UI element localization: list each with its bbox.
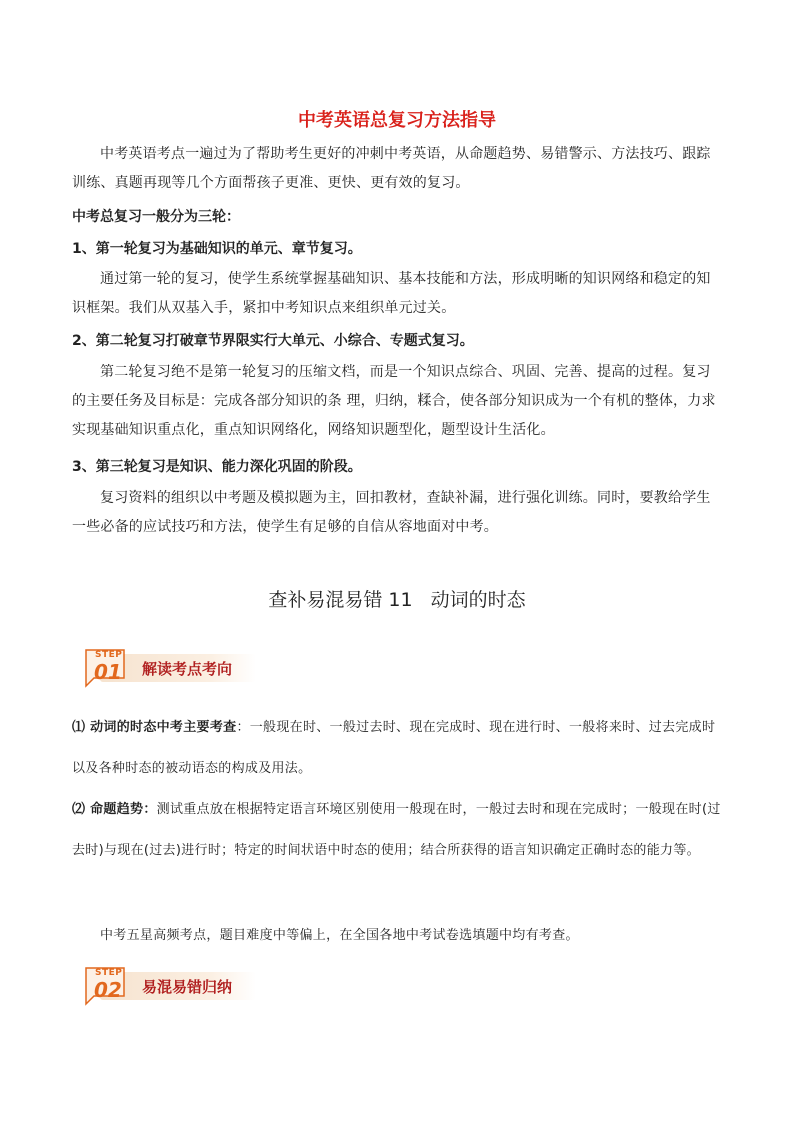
step-number: 02: [94, 978, 122, 1002]
round1-heading: 1、第一轮复习为基础知识的单元、章节复习。: [72, 241, 362, 257]
overview-heading: 中考总复习一般分为三轮：: [72, 209, 240, 225]
point-1-text: ：一般现在时、一般过去时、现在完成时、现在进行时、一般将来时、过去完成时以及各种时态的被动语态的构成及用法。: [72, 720, 716, 776]
intro-paragraph: 中考英语考点一遍过为了帮助考生更好的冲刺中考英语，从命题趋势、易错警示、方法技巧、跟踪训练、真题再现等几个方面帮孩子更准、更快、更有效的复习。: [72, 146, 711, 191]
section-title: [0, 585, 794, 612]
round2-heading: 2、第二轮复习打破章节界限实行大单元、小综合、专题式复习。: [72, 333, 474, 349]
round2-paragraph: 第二轮复习绝不是第一轮复习的压缩文档，而是一个知识点综合、巩固、完善、提高的过程。复习的主要任务及目标是：完成各部分知识的条 理，归纳，糅合，使各部分知识成为一个有机的整体，力求实现基础知识重点化，重点知识网络化，网络知识题型化，题型设计生活化。: [72, 364, 716, 438]
round3-heading: 3、第三轮复习是知识、能力深化巩固的阶段。: [72, 459, 362, 475]
section-title-series: 查补易混易错 11: [268, 589, 413, 611]
main-title: 中考英语总复习方法指导: [298, 110, 496, 131]
point-2-text: 测试重点放在根据特定语言环境区别使用一般现在时，一般过去时和现在完成时；一般现在时(过去时)与现在(过去)进行时；特定的时间状语中时态的使用；结合所获得的语言知识确定正确时态的能力等。: [72, 802, 721, 858]
step-label: 解读考点考向: [142, 660, 233, 678]
round1-paragraph: 通过第一轮的复习，使学生系统掌握基础知识、基本技能和方法，形成明晰的知识网络和稳定的知识框架。我们从双基入手，紧扣中考知识点来组织单元过关。: [72, 271, 711, 316]
step-label: 易混易错归纳: [142, 978, 233, 996]
point-1-lead: ⑴ 动词的时态中考主要考查: [72, 720, 237, 735]
point-2: [72, 789, 724, 871]
round3-paragraph: 复习资料的组织以中考题及模拟题为主，回扣教材，查缺补漏，进行强化训练。同时，要教给学生一些必备的应试技巧和方法，使学生有足够的自信从容地面对中考。: [72, 490, 711, 535]
step-02-banner: [80, 966, 260, 1006]
section-title-topic: 动词的时态: [430, 589, 526, 611]
step-word: STEP: [95, 650, 123, 660]
step-01-banner: [80, 648, 260, 688]
step-number: 01: [94, 660, 122, 684]
point-2-lead: ⑵ 命题趋势：: [72, 802, 157, 817]
step-word: STEP: [95, 968, 123, 978]
point-3: 中考五星高频考点，题目难度中等偏上，在全国各地中考试卷选填题中均有考查。: [100, 928, 579, 943]
point-1: [72, 707, 724, 789]
